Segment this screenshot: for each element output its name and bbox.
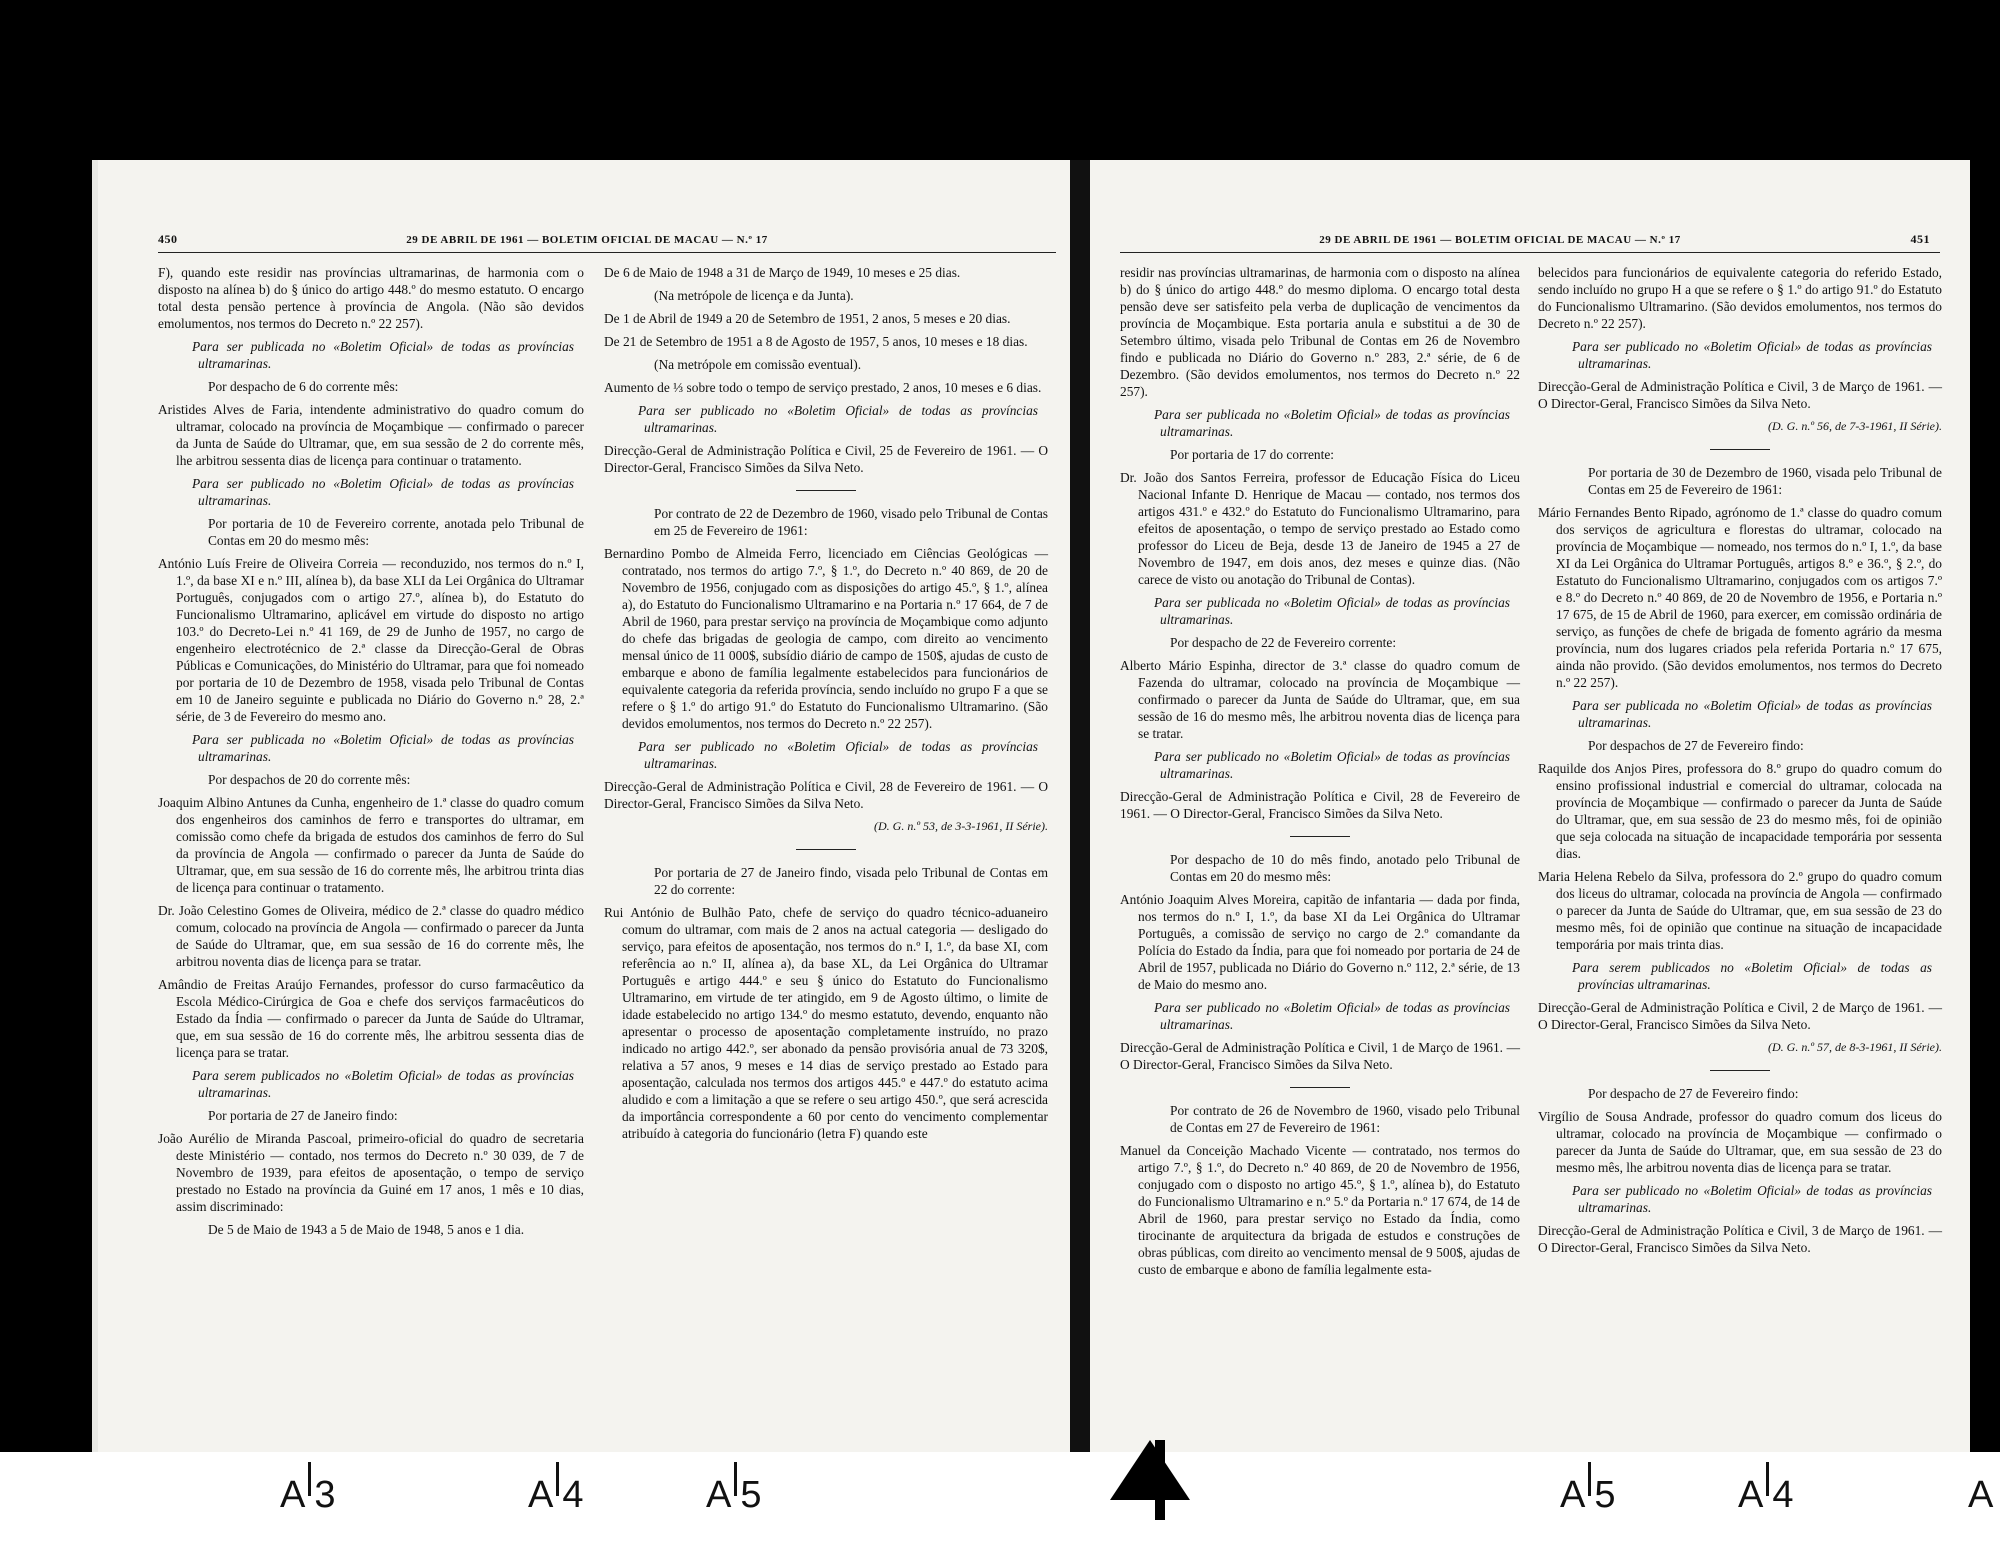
publication-note: Para ser publicado no «Boletim Oficial» de todas as províncias ultramarinas.	[1572, 339, 1932, 371]
dispatch-heading: Por despachos de 27 de Fevereiro findo:	[1588, 738, 1804, 753]
right-page-number: 451	[1910, 232, 1930, 246]
dispatch-heading: Por portaria de 17 do corrente:	[1170, 447, 1334, 462]
entry: Virgílio de Sousa Andrade, professor do quadro comum dos liceus do ultramar, colocado na província de Moçambique — confirmado o parecer da Junta de Saúde do Ultramar, que, em sua sessão de 23 do mesmo mês, lhe arbitrou noventa dias de licença para se tratar.	[1538, 1109, 1942, 1175]
signature-block: Direcção-Geral de Administração Política e Civil, 28 de Fevereiro de 1961. — O Director-Geral, Francisco Simões da Silva Neto.	[1120, 789, 1520, 821]
frame-tab-letter: A	[280, 1474, 306, 1516]
left-page-number: 450	[158, 232, 178, 246]
publication-note: Para ser publicado no «Boletim Oficial» de todas as províncias ultramarinas.	[192, 476, 574, 508]
entry: Manuel da Conceição Machado Vicente — contratado, nos termos do artigo 7.º, § 1.º, do Decreto n.º 40 869, de 20 de Novembro de 1956, conjugado com o disposto no artigo 45.º, § 1.º, alínea b), do Estatuto do Funcionalismo Ultramarino e n.º 5.º da Portaria n.º 17 674, de 14 de Abril de 1960, para prestar serviço no Estado da Índia, como tirocinante de arquitectura da brigada de estudos e construções de obras públicas, com direito ao vencimento mensal de 9 500$, ajudas de custo de embarque e abono de família legalmente esta-	[1120, 1143, 1520, 1277]
publication-note: Para ser publicado no «Boletim Oficial» de todas as províncias ultramarinas.	[638, 739, 1038, 771]
dg-reference: (D. G. n.º 53, de 3-3-1961, II Série).	[873, 819, 1048, 833]
publication-note: Para serem publicados no «Boletim Oficial» de todas as províncias ultramarinas.	[1572, 960, 1932, 992]
paragraph: belecidos para funcionários de equivalente categoria do referido Estado, sendo incluído no grupo H a que se refere o § 1.º do artigo 91.º do Estatuto do Funcionalismo Ultramarino. (São devidos emolumentos, nos termos do Decreto n.º 22 257).	[1538, 265, 1942, 331]
publication-note: Para ser publicado no «Boletim Oficial» de todas as províncias ultramarinas.	[1154, 749, 1510, 781]
left-running-header	[98, 230, 1076, 254]
publication-note: Para ser publicado no «Boletim Oficial» de todas as províncias ultramarinas.	[1154, 1000, 1510, 1032]
entry: Mário Fernandes Bento Ripado, agrónomo de 1.ª classe do quadro comum dos serviços de agricultura e florestas do ultramar, colocado na província de Moçambique — nomeado, nos termos do n.º I, 1.º, da base XI da Lei Orgânica do Ultramar Português, artigos 8.º e 36.º, § 2.º, do Estatuto do Funcionalismo Ultramarino, conjugados com os artigos 7.º e 8.º do Decreto n.º 40 869, de 20 de Novembro de 1956, e Portaria n.º 17 675, de 15 de Abril de 1960, para exercer, em comissão ordinária de serviço, as funções de chefe de brigada de fomento agrário da mesma província, num dos lugares criados pela referida Portaria n.º 17 675, ainda não provido. (São devidos emolumentos, nos termos do Decreto n.º 22 257).	[1538, 505, 1942, 690]
publication-note: Para ser publicada no «Boletim Oficial» de todas as províncias ultramarinas.	[192, 732, 574, 764]
section-divider	[1290, 1087, 1350, 1088]
film-frame-strip	[0, 1452, 2000, 1560]
section-divider	[796, 849, 856, 850]
frame-tab-letter: A	[706, 1474, 732, 1516]
dispatch-heading: Por despachos de 20 do corrente mês:	[208, 772, 411, 787]
frame-tab	[528, 1474, 584, 1517]
service-period: Aumento de ⅓ sobre todo o tempo de serviço prestado, 2 anos, 10 meses e 6 dias.	[604, 380, 1042, 395]
frame-tab-letter: A	[528, 1474, 554, 1516]
frame-tab-digit: 5	[740, 1474, 762, 1516]
frame-tab-digit: 4	[562, 1474, 584, 1516]
entry: Dr. João dos Santos Ferreira, professor de Educação Física do Liceu Nacional Infante D. Henrique de Macau — contado, nos termos dos artigos 431.º e 432.º do Estatuto do Funcionalismo Ultramarino, para efeitos de aposentação, o tempo de serviço prestado ao Estado como professor do Liceu de Beja, desde 13 de Janeiro de 1945 a 27 de Novembro de 1947, em dois anos, dez meses e quinze dias. (Não carece de visto ou anotação do Tribunal de Contas).	[1120, 470, 1520, 587]
signature-block: Direcção-Geral de Administração Política e Civil, 28 de Fevereiro de 1961. — O Director-Geral, Francisco Simões da Silva Neto.	[604, 779, 1048, 811]
signature-block: Direcção-Geral de Administração Política e Civil, 25 de Fevereiro de 1961. — O Director-Geral, Francisco Simões da Silva Neto.	[604, 443, 1048, 475]
dispatch-heading: Por despacho de 10 do mês findo, anotado pelo Tribunal de Contas em 20 do mesmo mês:	[1170, 852, 1520, 884]
frame-tab	[1738, 1474, 1794, 1517]
entry: Bernardino Pombo de Almeida Ferro, licenciado em Ciências Geológicas — contratado, nos termos do artigo 7.º, § 1.º, do Decreto n.º 40 869, de 20 de Novembro de 1956, conjugado com as disposições do artigo 45.º, § 1.º, alínea a), do Estatuto do Funcionalismo Ultramarino e na Portaria n.º 17 664, de 7 de Abril de 1960, para prestar serviço na província de Moçambique como adjunto do chefe das brigadas de geologia de campo, com direito ao vencimento mensal único de 11 000$, subsídio diário de campo de 150$, ajudas de custo de embarque e abono de família legalmente estabelecidos para funcionários de equivalente categoria da referida província, sendo incluído no grupo F a que se refere o § 1.º do artigo 91.º do Estatuto do Funcionalismo Ultramarino. (São devidos emolumentos, nos termos do Decreto n.º 22 257).	[604, 546, 1048, 731]
entry: Joaquim Albino Antunes da Cunha, engenheiro de 1.ª classe do quadro comum dos engenheiros dos caminhos de ferro e transportes do ultramar, em comissão como chefe da brigada de estudos dos caminhos de ferro do Sul da província de Angola — confirmado o parecer da Junta de Saúde do Ultramar, que, em sua sessão de 16 do corrente mês, lhe arbitrou trinta dias de licença para continuar o tratamento.	[158, 795, 584, 895]
publication-note: Para serem publicados no «Boletim Oficial» de todas as províncias ultramarinas.	[192, 1068, 574, 1100]
dg-reference: (D. G. n.º 56, de 7-3-1961, II Série).	[1767, 419, 1942, 433]
dispatch-heading: Por portaria de 27 de Janeiro findo, visada pelo Tribunal de Contas em 22 do corrente:	[654, 865, 1048, 897]
paragraph: residir nas províncias ultramarinas, de harmonia com o disposto na alínea b) do § único do artigo 448.º do mesmo diploma. O encargo total desta pensão deve ser satisfeito pela verba de duplicação de vencimentos da província de Moçambique. Esta portaria anula e substitui a de 30 de Setembro último, visada pelo Tribunal de Contas em 26 de Novembro findo e publicada no Diário do Governo n.º 283, 2.ª série, de 6 de Dezembro. (São devidos emolumentos, nos termos do Decreto n.º 22 257).	[1120, 265, 1520, 399]
right-page	[1090, 160, 1970, 1452]
dispatch-heading: Por contrato de 22 de Dezembro de 1960, visado pelo Tribunal de Contas em 25 de Fevereiro de 1961:	[654, 506, 1048, 538]
frame-tab	[706, 1474, 762, 1517]
service-period: De 6 de Maio de 1948 a 31 de Março de 1949, 10 meses e 25 dias.	[604, 265, 961, 280]
signature-block: Direcção-Geral de Administração Política e Civil, 2 de Março de 1961. — O Director-Geral, Francisco Simões da Silva Neto.	[1538, 1000, 1942, 1032]
frame-tab-letter: A	[1560, 1474, 1586, 1516]
signature-block: Direcção-Geral de Administração Política e Civil, 3 de Março de 1961. — O Director-Geral, Francisco Simões da Silva Neto.	[1538, 379, 1942, 411]
left-header-rule	[158, 252, 1056, 253]
frame-tab-letter: A	[1968, 1474, 1994, 1516]
dispatch-heading: Por contrato de 26 de Novembro de 1960, visado pelo Tribunal de Contas em 27 de Fevereiro de 1961:	[1170, 1103, 1520, 1135]
dispatch-heading: Por portaria de 30 de Dezembro de 1960, visada pelo Tribunal de Contas em 25 de Fevereiro de 1961:	[1588, 465, 1942, 497]
right-running-header	[1090, 230, 1970, 254]
publication-note: Para ser publicada no «Boletim Oficial» de todas as províncias ultramarinas.	[192, 339, 574, 371]
right-column-1	[1120, 264, 1520, 1284]
dispatch-heading: Por despacho de 27 de Fevereiro findo:	[1588, 1086, 1799, 1101]
signature-block: Direcção-Geral de Administração Política e Civil, 3 de Março de 1961. — O Director-Geral, Francisco Simões da Silva Neto.	[1538, 1223, 1942, 1255]
service-period: De 5 de Maio de 1943 a 5 de Maio de 1948, 5 anos e 1 dia.	[208, 1222, 525, 1237]
dispatch-heading: Por portaria de 10 de Fevereiro corrente, anotada pelo Tribunal de Contas em 20 do mesmo mês:	[208, 516, 584, 548]
service-period: De 1 de Abril de 1949 a 20 de Setembro de 1951, 2 anos, 5 meses e 20 dias.	[604, 311, 1011, 326]
dispatch-heading: Por despacho de 22 de Fevereiro corrente:	[1170, 635, 1397, 650]
entry: Rui António de Bulhão Pato, chefe de serviço do quadro técnico-aduaneiro comum do ultramar, com mais de 2 anos na actual categoria — desligado do serviço, para efeitos de aposentação, nos termos do n.º I, 1.º, da base XI, com referência ao n.º II, alínea a), da base XL, da Lei Orgânica do Ultramar Português e artigo 444.º e seu § único do Estatuto do Funcionalismo Ultramarino, em virtude de ter atingido, em 9 de Agosto último, o limite de idade estabelecido no artigo 134.º do mesmo estatuto, devendo, enquanto não apresentar o processo de aposentação completamente instruído, no prazo indicado no artigo 442.º, ser abonado da pensão provisória anual de 73 320$, relativa a 57 anos, 9 meses e 14 dias de serviço prestado ao Estado para aposentação, calculada nos termos dos artigos 445.º e 447.º do estatuto acima aludido e com a limitação a que se refere o seu artigo 450.º, que será acrescida da importância correspondente a 60 por cento do vencimento complementar atribuído à categoria do funcionário (letra F) quando este	[604, 905, 1048, 1141]
section-divider	[1290, 836, 1350, 837]
period-note: (Na metrópole de licença e da Junta).	[654, 288, 854, 303]
frame-tab-digit: 4	[1772, 1474, 1794, 1516]
entry: António Joaquim Alves Moreira, capitão de infantaria — dada por finda, nos termos do n.º I, 1.º, da base XI da Lei Orgânica do Ultramar Português, a comissão de serviço no cargo de 2.º comandante da Polícia do Estado da Índia, para que foi nomeado por portaria de 24 de Abril de 1957, publicada no Diário do Governo n.º 112, 2.ª série, de 13 de Maio do mesmo ano.	[1120, 892, 1520, 992]
section-divider	[1710, 1070, 1770, 1071]
frame-tab-digit: 5	[1594, 1474, 1616, 1516]
publication-note: Para ser publicada no «Boletim Oficial» de todas as províncias ultramarinas.	[1154, 407, 1510, 439]
film-notch	[1110, 1440, 1190, 1500]
left-running-head-title: 29 DE ABRIL DE 1961 — BOLETIM OFICIAL DE MACAU — N.º 17	[406, 234, 768, 246]
entry: Raquilde dos Anjos Pires, professora do 8.º grupo do quadro comum do ensino profissional industrial e comercial do ultramar, colocada na província de Moçambique — confirmado o parecer da Junta de Saúde do Ultramar, que, em sua sessão de 23 do mesmo mês, foi de opinião que seja colocada na situação de incapacidade temporária por sessenta dias.	[1538, 761, 1942, 861]
entry: Alberto Mário Espinha, director de 3.ª classe do quadro comum de Fazenda do ultramar, colocado na província de Moçambique — confirmado o parecer da Junta de Saúde do Ultramar, que, em sua sessão de 16 do mesmo mês, lhe arbitrou noventa dias de licença para se tratar.	[1120, 658, 1520, 741]
period-note: (Na metrópole em comissão eventual).	[654, 357, 862, 372]
frame-tab-letter: A	[1738, 1474, 1764, 1516]
left-column-2	[604, 264, 1048, 1148]
publication-note: Para ser publicado no «Boletim Oficial» de todas as províncias ultramarinas.	[1572, 1183, 1932, 1215]
right-running-head-title: 29 DE ABRIL DE 1961 — BOLETIM OFICIAL DE MACAU — N.º 17	[1319, 234, 1681, 246]
entry: Dr. João Celestino Gomes de Oliveira, médico de 2.ª classe do quadro médico comum, colocado na província de Angola — confirmado o parecer da Junta de Saúde do Ultramar, que, em sua sessão de 16 do corrente mês, lhe arbitrou noventa dias de licença para se tratar.	[158, 903, 584, 969]
dispatch-heading: Por portaria de 27 de Janeiro findo:	[208, 1108, 398, 1123]
publication-note: Para ser publicada no «Boletim Oficial» de todas as províncias ultramarinas.	[1572, 698, 1932, 730]
publication-note: Para ser publicada no «Boletim Oficial» de todas as províncias ultramarinas.	[1154, 595, 1510, 627]
frame-tab-digit: 3	[314, 1474, 336, 1516]
left-column-1	[158, 264, 584, 1244]
entry: António Luís Freire de Oliveira Correia — reconduzido, nos termos do n.º I, 1.º, da base XI e n.º III, alínea b), da base XLI da Lei Orgânica do Ultramar Português, conjugados com o artigo 27.º, alínea b), do Estatuto do Funcionalismo Ultramarino, aplicável em virtude do disposto no artigo 103.º do Decreto-Lei n.º 41 169, de 29 de Junho de 1957, no cargo de engenheiro electrotécnico de 2.ª classe da Direcção-Geral de Obras Públicas e Comunicações, do Ministério do Ultramar, para que foi nomeado por portaria de 10 de Dezembro de 1958, visada pelo Tribunal de Contas em 10 de Janeiro seguinte e publicada no Diário do Governo n.º 28, 2.ª série, de 3 de Fevereiro do mesmo ano.	[158, 556, 584, 724]
film-notch-bar	[1155, 1440, 1165, 1520]
right-column-2	[1538, 264, 1942, 1262]
entry: Aristides Alves de Faria, intendente administrativo do quadro comum do ultramar, colocado na província de Moçambique — confirmado o parecer da Junta de Saúde do Ultramar, que, em sua sessão de 2 do corrente mês, lhe arbitrou sessenta dias de licença para continuar o tratamento.	[158, 402, 584, 468]
frame-tab	[1968, 1474, 1993, 1517]
right-header-rule	[1120, 252, 1940, 253]
entry: Amândio de Freitas Araújo Fernandes, professor do curso farmacêutico da Escola Médico-Cirúrgica de Goa e chefe dos serviços farmacêuticos do Estado da Índia — confirmado o parecer da Junta de Saúde do Ultramar, que, em sua sessão de 16 do corrente mês, lhe arbitrou sessenta dias de licença para se tratar.	[158, 977, 584, 1060]
dg-reference: (D. G. n.º 57, de 8-3-1961, II Série).	[1767, 1040, 1942, 1054]
frame-tab	[280, 1474, 336, 1517]
entry: Maria Helena Rebelo da Silva, professora do 2.º grupo do quadro comum dos liceus do ultramar, colocada na província de Angola — confirmado o parecer da Junta de Saúde do Ultramar, que, em sua sessão de 23 do mesmo mês, foi de opinião que continue na situação de incapacidade temporária por mais trinta dias.	[1538, 869, 1942, 952]
section-divider	[1710, 449, 1770, 450]
book-spine	[1070, 160, 1090, 1452]
entry: João Aurélio de Miranda Pascoal, primeiro-oficial do quadro de secretaria deste Ministério — contado, nos termos do Decreto n.º 30 039, de 7 de Novembro de 1939, para efeitos de aposentação, o tempo de serviço prestado no Estado na província da Guiné em 17 anos, 1 mês e 10 dias, assim discriminado:	[158, 1131, 584, 1214]
frame-tab	[1560, 1474, 1616, 1517]
publication-note: Para ser publicado no «Boletim Oficial» de todas as províncias ultramarinas.	[638, 403, 1038, 435]
paragraph: F), quando este residir nas províncias ultramarinas, de harmonia com o disposto na alínea b) do § único do artigo 448.º do mesmo estatuto. O encargo total desta pensão pertence à província de Angola. (Não são devidos emolumentos, nos termos do Decreto n.º 22 257).	[158, 265, 584, 331]
dispatch-heading: Por despacho de 6 do corrente mês:	[208, 379, 399, 394]
section-divider	[796, 490, 856, 491]
left-page	[92, 160, 1076, 1452]
signature-block: Direcção-Geral de Administração Política e Civil, 1 de Março de 1961. — O Director-Geral, Francisco Simões da Silva Neto.	[1120, 1040, 1520, 1072]
service-period: De 21 de Setembro de 1951 a 8 de Agosto de 1957, 5 anos, 10 meses e 18 dias.	[604, 334, 1028, 349]
